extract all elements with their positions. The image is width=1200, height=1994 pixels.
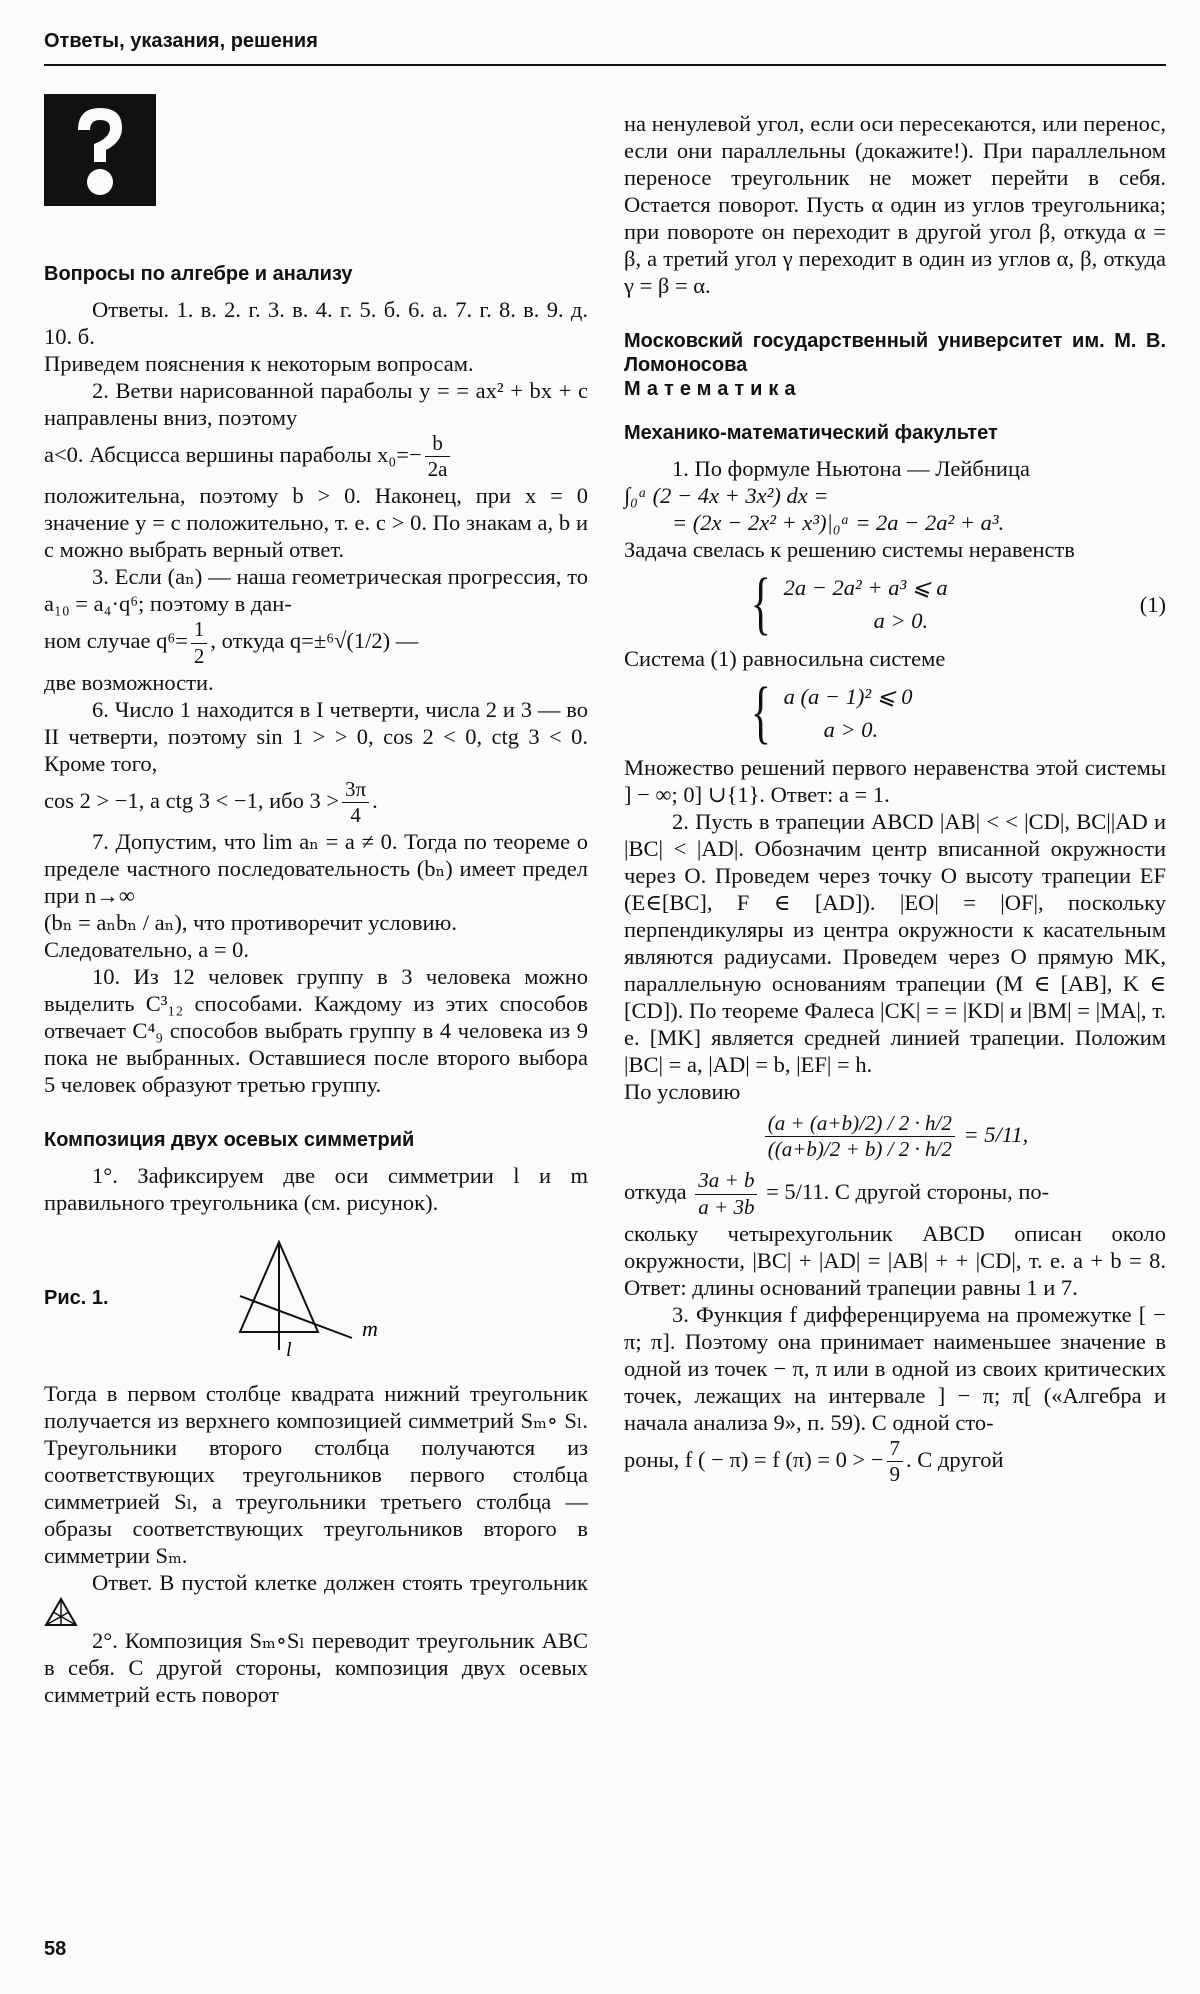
q7-text-c: Следовательно, a = 0.: [44, 937, 250, 963]
running-title: Ответы, указания, решения: [44, 30, 318, 52]
mm2-text-c-pre: откуда: [624, 1179, 687, 1205]
q7-text-b: (bₙ = aₙbₙ / aₙ), что противоречит условию.: [44, 910, 457, 936]
mm2-text-a: 2. Пусть в трапеции ABCD |AB| < < |CD|, BC||AD и |BC| < |AD|. Обозначим центр вписанной окружности через O. Проведем через точку O высоту трапеции EF (E∈[BC], F ∈ [AD]). |EO| = |OF|, поскольку перпендикуляры из центра окружности к касательным являются радиусами. Проведем через O прямую MK, параллельную основаниям трапеции (M ∈ [AB], K ∈ [CD]). По теореме Фалеса |CK| = = |KD| и |BM| = |MA|, т. е. [MK] является средней линией трапеции. Положим |BC| = a, |AD| = b, |EF| = h.: [624, 809, 1166, 1077]
section-title-math: Математика: [624, 378, 802, 400]
mm1-result: = (2x − 2x² + x³)|₀ᵃ = 2a − 2a² + a³.: [672, 510, 1005, 535]
q6-frac-den: 4: [350, 802, 361, 827]
system-1-line-2: a > 0.: [873, 608, 929, 633]
q10-text: 10. Из 12 человек группу в 3 человека можно выделить C³₁₂ способами. Каждому из этих способов отвечает C⁴₉ способов выбрать группу в 4 человека из 9 пока не выбранных. Оставшиеся после второго выбора 5 человек образуют третью группу.: [44, 964, 588, 1098]
fig-label-m: m: [362, 1316, 378, 1342]
ratio-equation: [624, 1111, 1166, 1162]
mm3-frac-den: 9: [889, 1461, 901, 1486]
system-1: [744, 565, 1166, 642]
figure-1: [44, 1238, 588, 1358]
mm2-line-c: [624, 1168, 1166, 1219]
q3-text-b: ном случае q⁶=: [44, 628, 188, 654]
system-2-line-1: a (a − 1)² ⩽ 0: [783, 684, 913, 709]
mm1-text-d: Множество решений первого неравенства этой системы ] − ∞; 0] ∪{1}. Ответ: a = 1.: [624, 755, 1166, 807]
header-rule: [44, 64, 1166, 66]
fig-label-l: l: [286, 1339, 292, 1359]
q3-fraction: [191, 617, 208, 668]
q2-text-c: положительна, поэтому b > 0. Наконец, при x = 0 значение y = c положительно, т. е. c > 0. По знакам a, b и c можно выбрать верный ответ.: [44, 483, 588, 563]
q2-text-b: a<0. Абсцисса вершины параболы x₀=−: [44, 441, 422, 467]
mm3-line-b: [624, 1436, 1166, 1487]
left-column: [44, 262, 588, 1708]
q3-text-c: , откуда q=±⁶√(1/2) —: [210, 628, 419, 654]
q2-frac-den: 2a: [427, 457, 448, 482]
system-1-tag: (1): [1139, 591, 1166, 617]
mm2-fraction: [695, 1168, 757, 1219]
ratio-fraction: [765, 1111, 955, 1162]
mm2-text-b: По условию: [624, 1079, 741, 1104]
mm1-text-a: 1. По формуле Ньютона — Лейбница: [672, 456, 1030, 481]
mm2-text-d: скольку четырехугольник ABCD описан около окружности, |BC| + |AD| = |AB| + + |CD|, т. е. a + b = 8. Ответ: длины оснований трапеции равны 1 и 7.: [624, 1220, 1166, 1300]
q3-text-d: две возможности.: [44, 669, 214, 695]
mm3-fraction: [887, 1436, 904, 1487]
q3-text-a: 3. Если (aₙ) — наша геометрическая прогрессия, то a₁₀ = a₄·q⁶; поэтому в дан-: [44, 564, 588, 617]
q6-fraction: [342, 777, 369, 828]
q2-frac-num: b: [425, 431, 451, 457]
q6-text-a: 6. Число 1 находится в I четверти, числа 2 и 3 — во II четверти, поэтому sin 1 > > 0, cos 2 < 0, ctg 3 < 0. Кроме того,: [44, 696, 588, 776]
mm1-text-c: Система (1) равносильна системе: [624, 646, 946, 671]
system-2-line-2: a > 0.: [823, 717, 879, 742]
small-triangle-icon: [44, 1597, 78, 1627]
mm2-text-c-post: = 5/11. С другой стороны, по-: [766, 1179, 1050, 1205]
symmetry-text-1: 1°. Зафиксируем две оси симметрии l и m правильного треугольника (см. рисунок).: [44, 1163, 588, 1216]
q2-fraction: [425, 431, 451, 482]
rotation-text: на ненулевой угол, если оси пересекаются, или перенос, если они параллельны (докажите!). При параллельном переносе треугольник не может перейти в себя. Остается поворот. Пусть α один из углов треугольника; при повороте он переходит в другой угол β, откуда α = β, а третий угол γ переходит в один из углов α, β, откуда γ = β = α.: [624, 111, 1166, 298]
question-mark-logo-graphic: [44, 94, 156, 206]
mm3-text-b: роны, f ( − π) = f (π) = 0 > −: [624, 1446, 884, 1472]
ratio-rhs: = 5/11,: [963, 1121, 1029, 1147]
ratio-top: (a + (a+b)/2) / 2 · h/2: [765, 1111, 955, 1137]
mm3-text-a: 3. Функция f дифференцируема на промежутке [ − π; π]. Поэтому она принимает наименьшее значение в одной из точек − π, π или в одной из своих критических точек, лежащих на интервале ] − π; π[ («Алгебра и начала анализа 9», п. 59). С одной сто-: [624, 1301, 1166, 1435]
q7-text-a: 7. Допустим, что lim aₙ = a ≠ 0. Тогда по теореме о пределе частного последовательность (bₙ) имеет предел при n→∞: [44, 829, 588, 909]
section-title-msu: Московский государственный университет им. М. В. Ломоносова: [624, 330, 1166, 376]
question-mark-logo-icon: [44, 94, 156, 206]
right-column: [624, 110, 1166, 1487]
mm1-text-b: Задача свелась к решению системы неравенств: [624, 537, 1075, 562]
section-title-algebra: Вопросы по алгебре и анализу: [44, 263, 353, 285]
q6-text-b: cos 2 > −1, а ctg 3 < −1, ибо 3 >: [44, 787, 340, 813]
q6-frac-num: 3π: [342, 777, 369, 803]
mm3-text-c: . С другой: [906, 1446, 1004, 1472]
system-1-lines: [784, 574, 948, 634]
symmetry-answer: Ответ. В пустой клетке должен стоять треугольник: [92, 1570, 588, 1596]
symmetry-answer-line: [44, 1569, 588, 1627]
answers-paragraph: Ответы. 1. в. 2. г. 3. в. 4. г. 5. б. 6. а. 7. г. 8. в. 9. д. 10. б.: [44, 297, 588, 349]
page-number: 58: [44, 1938, 67, 1960]
section-title-symmetry: Композиция двух осевых симметрий: [44, 1129, 415, 1152]
system-1-line-1: 2a − 2a² + a³ ⩽ a: [783, 575, 948, 600]
mm1-integral: ∫₀ᵃ (2 − 4x + 3x²) dx =: [624, 483, 829, 508]
triangle-figure: [234, 1238, 384, 1358]
symmetry-text-2: Тогда в первом столбце квадрата нижний треугольник получается из верхнего композицией симметрий Sₘ∘ Sₗ. Треугольники второго столбца получаются из соответствующих треугольников первого столбца симметрией Sₗ, а треугольники третьего столбца — образы соответствующих треугольников второго в симметрии Sₘ.: [44, 1381, 588, 1569]
brace-1-icon: {: [750, 565, 771, 642]
section-title-mechmath: Механико-математический факультет: [624, 422, 998, 444]
q2-line-b: [44, 431, 588, 482]
q6-line-b: cos 2 > −1, а ctg 3 < −1, ибо 3 > $\frac{3\pi}{4}$ .: [44, 776, 378, 827]
q3-line-b: [44, 617, 588, 668]
symmetry-text-3: 2°. Композиция Sₘ∘Sₗ переводит треугольник ABC в себя. С другой стороны, композиция двух осевых симметрий есть поворот: [44, 1627, 588, 1707]
mm3-frac-num: 7: [887, 1436, 904, 1462]
system-2-lines: [784, 683, 913, 743]
ratio-bottom: ((a+b)/2 + b) / 2 · h/2: [767, 1137, 952, 1162]
mm2-frac-den: a + 3b: [698, 1194, 755, 1219]
intro-paragraph: Приведем пояснения к некоторым вопросам.: [44, 351, 474, 376]
system-2: [744, 674, 1166, 751]
mm2-frac-num: 3a + b: [695, 1168, 757, 1194]
figure-label: Рис. 1.: [44, 1287, 109, 1310]
q3-frac-den: 2: [193, 643, 205, 668]
q3-frac-num: 1: [191, 617, 208, 643]
q2-text-a: 2. Ветви нарисованной параболы y = = ax² + bx + c направлены вниз, поэтому: [44, 378, 588, 430]
brace-2-icon: {: [750, 674, 771, 751]
